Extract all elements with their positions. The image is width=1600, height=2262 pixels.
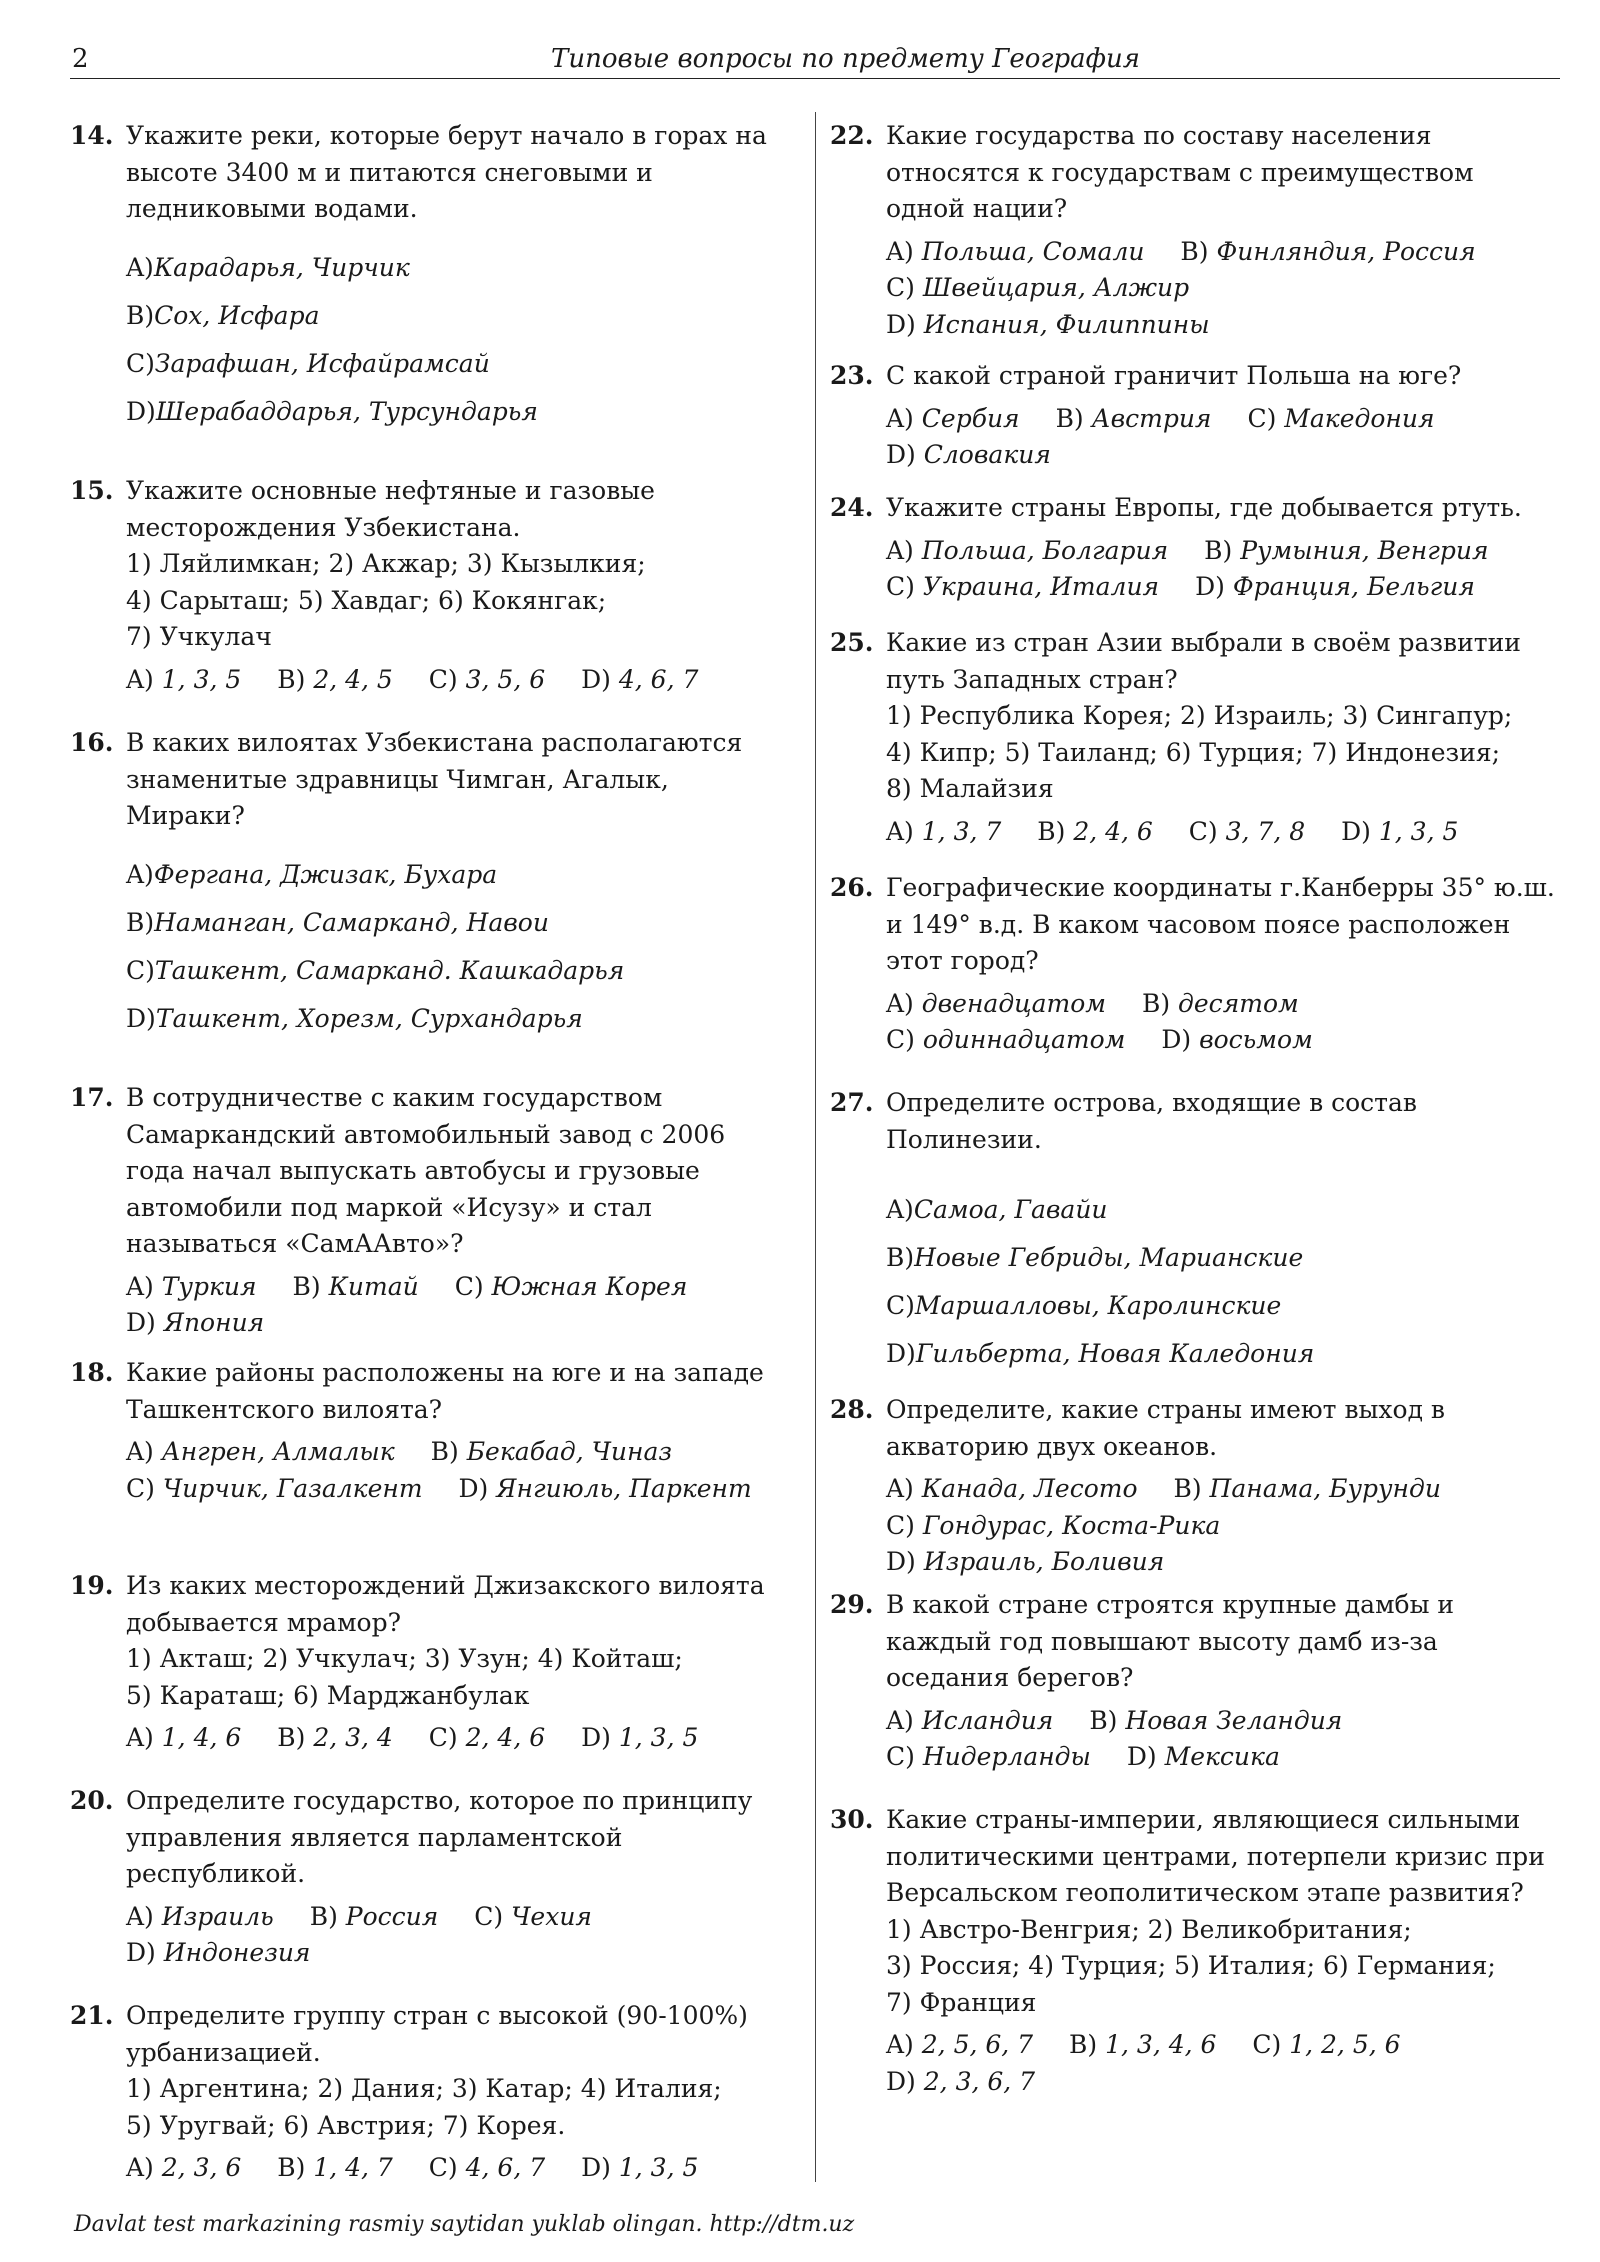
option-c[interactable]: C) Украина, Италия bbox=[886, 572, 1160, 601]
option-a[interactable]: A) Израиль bbox=[126, 1901, 274, 1931]
option-b[interactable]: B) 1, 4, 7 bbox=[277, 2153, 393, 2182]
question-text: Определите острова, входящие в состав Полинезии. bbox=[886, 1088, 1417, 1154]
option-c[interactable]: C) Гондурас, Коста-Рика bbox=[886, 1510, 1221, 1540]
answer-options bbox=[126, 662, 790, 699]
option-a[interactable]: A) Ангрен, Алмалык bbox=[126, 1437, 395, 1466]
question-text: Какие из стран Азии выбрали в своём развитии путь Западных стран? 1) Республика Корея; 2) Израиль; 3) Сингапур; 4) Кипр; 5) Таиланд; 6) Турция; 7) Индонезия; 8) Малайзия bbox=[886, 628, 1521, 803]
option-c[interactable]: C) 4, 6, 7 bbox=[428, 2153, 546, 2182]
option-b[interactable]: B)Наманган, Самарканд, Навои bbox=[126, 907, 549, 937]
option-d[interactable]: D) Индонезия bbox=[126, 1938, 311, 1967]
answer-options bbox=[886, 234, 1560, 344]
question-28 bbox=[830, 1392, 1560, 1587]
option-b[interactable]: B) Румыния, Венгрия bbox=[1204, 535, 1489, 565]
question-23 bbox=[830, 358, 1560, 490]
question-number: 22. bbox=[830, 121, 874, 150]
option-c[interactable]: C) Швейцария, Алжир bbox=[886, 273, 1190, 302]
question-25 bbox=[830, 625, 1560, 870]
answer-options bbox=[886, 1471, 1560, 1581]
question-30 bbox=[830, 1802, 1560, 2100]
question-text: Укажите страны Европы, где добывается ртуть. bbox=[886, 493, 1522, 522]
option-c[interactable]: C) Южная Корея bbox=[454, 1271, 688, 1301]
answer-options bbox=[886, 533, 1560, 606]
option-c[interactable]: C)Зарафшан, Исфайрамсай bbox=[126, 348, 490, 378]
option-d[interactable]: D) Япония bbox=[126, 1308, 265, 1337]
right-column bbox=[830, 118, 1560, 2100]
answer-options bbox=[126, 250, 790, 430]
question-number: 18. bbox=[70, 1358, 114, 1387]
answer-options bbox=[126, 1720, 790, 1757]
page-header bbox=[70, 42, 1560, 79]
option-c[interactable]: C) 1, 2, 5, 6 bbox=[1252, 2030, 1401, 2059]
answer-options bbox=[886, 986, 1560, 1059]
question-text: С какой страной граничит Польша на юге? bbox=[886, 361, 1462, 390]
question-text: Укажите реки, которые берут начало в горах на высоте 3400 м и питаются снеговыми и ледниковыми водами. bbox=[126, 121, 767, 223]
option-d[interactable]: D) Израиль, Боливия bbox=[886, 1547, 1165, 1576]
running-title: Типовые вопросы по предмету География bbox=[551, 44, 1140, 74]
option-d[interactable]: D) Словакия bbox=[886, 440, 1051, 469]
option-b[interactable]: B) Панама, Бурунди bbox=[1173, 1474, 1441, 1503]
question-22 bbox=[830, 118, 1560, 358]
option-c[interactable]: C) Нидерланды bbox=[886, 1742, 1091, 1771]
option-a[interactable]: A) 1, 3, 7 bbox=[886, 816, 1002, 846]
option-d[interactable]: D) 1, 3, 5 bbox=[581, 1723, 699, 1752]
option-b[interactable]: B) 2, 4, 5 bbox=[277, 664, 393, 694]
option-a[interactable]: A)Фергана, Джизак, Бухара bbox=[126, 859, 498, 889]
question-text: В сотрудничестве с каким государством Самаркандский автомобильный завод с 2006 года начал выпускать автобусы и грузовые автомобили под маркой «Исузу» и стал называться «СамААвто»? bbox=[126, 1083, 726, 1258]
answer-options bbox=[126, 1899, 790, 1972]
question-18 bbox=[70, 1355, 790, 1568]
option-a[interactable]: A) Сербия bbox=[886, 403, 1020, 433]
question-number: 27. bbox=[830, 1088, 874, 1117]
question-text: Из каких месторождений Джизакского вилоята добывается мрамор? 1) Акташ; 2) Учкулач; 3) Узун; 4) Койташ; 5) Караташ; 6) Марджанбулак bbox=[126, 1571, 765, 1710]
option-a[interactable]: A)Карадарья, Чирчик bbox=[126, 252, 410, 282]
option-b[interactable]: B)Сох, Исфара bbox=[126, 300, 320, 330]
question-text: Определите группу стран с высокой (90-100%) урбанизацией. 1) Аргентина; 2) Дания; 3) Катар; 4) Италия; 5) Уругвай; 6) Австрия; 7) Корея. bbox=[126, 2001, 748, 2140]
option-d[interactable]: D)Ташкент, Хорезм, Сурхандарья bbox=[126, 1003, 583, 1033]
option-a[interactable]: A) Исландия bbox=[886, 1705, 1054, 1735]
option-a[interactable]: A) двенадцатом bbox=[886, 988, 1107, 1018]
option-c[interactable]: C) Чехия bbox=[474, 1901, 592, 1931]
option-c[interactable]: C) одиннадцатом bbox=[886, 1025, 1126, 1054]
option-c[interactable]: C) 2, 4, 6 bbox=[428, 1723, 546, 1752]
option-a[interactable]: A) 1, 3, 5 bbox=[126, 664, 242, 694]
option-c[interactable]: C) 3, 5, 6 bbox=[428, 664, 546, 694]
option-c[interactable]: C) 3, 7, 8 bbox=[1188, 816, 1306, 846]
question-17 bbox=[70, 1080, 790, 1355]
answer-options bbox=[126, 2150, 790, 2187]
answer-options bbox=[126, 1269, 790, 1342]
column-divider bbox=[815, 112, 816, 2182]
option-d[interactable]: D) Испания, Филиппины bbox=[886, 309, 1210, 339]
option-d[interactable]: D)Гильберта, Новая Каледония bbox=[886, 1339, 1315, 1368]
option-b[interactable]: B) Финляндия, Россия bbox=[1180, 236, 1476, 266]
answer-options bbox=[886, 1192, 1560, 1372]
option-b[interactable]: B) Россия bbox=[309, 1901, 439, 1931]
option-b[interactable]: B) 1, 3, 4, 6 bbox=[1069, 2030, 1217, 2059]
page-number: 2 bbox=[72, 44, 89, 74]
answer-options bbox=[886, 1703, 1560, 1776]
left-column bbox=[70, 118, 790, 2187]
option-b[interactable]: B) Китай bbox=[292, 1271, 419, 1301]
question-24 bbox=[830, 490, 1560, 625]
option-b[interactable]: B) Новая Зеландия bbox=[1089, 1705, 1343, 1735]
question-number: 16. bbox=[70, 728, 114, 757]
option-a[interactable]: A) 1, 4, 6 bbox=[126, 1723, 242, 1752]
option-b[interactable]: B) 2, 4, 6 bbox=[1037, 816, 1153, 846]
question-26 bbox=[830, 870, 1560, 1085]
option-d[interactable]: D) восьмом bbox=[1161, 1025, 1313, 1054]
question-20 bbox=[70, 1783, 790, 1998]
question-number: 23. bbox=[830, 361, 874, 390]
option-c[interactable]: C)Маршалловы, Каролинские bbox=[886, 1291, 1282, 1320]
option-a[interactable]: A) 2, 3, 6 bbox=[126, 2153, 242, 2182]
option-d[interactable]: D) 1, 3, 5 bbox=[581, 2153, 699, 2182]
question-number: 14. bbox=[70, 121, 114, 150]
answer-options bbox=[886, 2027, 1560, 2100]
question-29 bbox=[830, 1587, 1560, 1802]
option-a[interactable]: A) Польша, Сомали bbox=[886, 236, 1145, 266]
option-d[interactable]: D) 1, 3, 5 bbox=[1341, 816, 1459, 846]
option-d[interactable]: D) Янгиюль, Паркент bbox=[458, 1473, 752, 1503]
option-a[interactable]: A) Польша, Болгария bbox=[886, 535, 1169, 565]
question-text: Укажите основные нефтяные и газовые месторождения Узбекистана. 1) Ляйлимкан; 2) Акжар; 3) Кызылкия; 4) Сарыташ; 5) Хавдаг; 6) Кокянгак; 7) Учкулач bbox=[126, 476, 655, 651]
question-15 bbox=[70, 473, 790, 725]
option-a[interactable]: A) Канада, Лесото bbox=[886, 1474, 1138, 1503]
question-number: 19. bbox=[70, 1571, 114, 1600]
question-number: 30. bbox=[830, 1805, 874, 1834]
question-21 bbox=[70, 1998, 790, 2187]
question-number: 17. bbox=[70, 1083, 114, 1112]
answer-options bbox=[886, 814, 1560, 851]
question-16 bbox=[70, 725, 790, 1080]
question-number: 26. bbox=[830, 873, 874, 902]
option-b[interactable]: B) Бекабад, Чиназ bbox=[430, 1437, 673, 1466]
question-number: 25. bbox=[830, 628, 874, 657]
option-b[interactable]: B) десятом bbox=[1141, 988, 1299, 1018]
option-d[interactable]: D) Франция, Бельгия bbox=[1195, 572, 1475, 601]
question-text: В каких вилоятах Узбекистана располагаются знаменитые здравницы Чимган, Агалык, Мираки? bbox=[126, 728, 743, 830]
question-text: Какие районы расположены на юге и на западе Ташкентского вилоята? bbox=[126, 1358, 764, 1424]
option-a[interactable]: A) Туркия bbox=[126, 1271, 257, 1301]
option-c[interactable]: C)Ташкент, Самарканд. Кашкадарья bbox=[126, 955, 625, 985]
answer-options bbox=[126, 1434, 790, 1507]
question-27 bbox=[830, 1085, 1560, 1392]
question-text: Какие страны-империи, являющиеся сильными политическими центрами, потерпели кризис при Версальском геополитическом этапе развития? 1) Австро-Венгрия; 2) Великобритания; 3) Россия; 4) Турция; 5) Италия; 6) Германия; 7) Франция bbox=[886, 1805, 1545, 2017]
option-d[interactable]: D)Шерабаддарья, Турсундарья bbox=[126, 396, 538, 426]
page-footer: Davlat test markazining rasmiy saytidan yuklab olingan. http://dtm.uz bbox=[74, 2212, 855, 2237]
question-number: 20. bbox=[70, 1786, 114, 1815]
question-number: 29. bbox=[830, 1590, 874, 1619]
question-19 bbox=[70, 1568, 790, 1783]
question-text: Географические координаты г.Канберры 35° ю.ш. и 149° в.д. В каком часовом поясе расположен этот город? bbox=[886, 873, 1555, 975]
option-b[interactable]: B)Новые Гебриды, Марианские bbox=[886, 1243, 1304, 1272]
option-c[interactable]: C) Чирчик, Газалкент bbox=[126, 1473, 423, 1503]
option-b[interactable]: B) 2, 3, 4 bbox=[277, 1723, 393, 1752]
question-number: 15. bbox=[70, 476, 114, 505]
question-text: Определите, какие страны имеют выход в акваторию двух океанов. bbox=[886, 1395, 1445, 1461]
question-text: В какой стране строятся крупные дамбы и каждый год повышают высоту дамб из-за оседания берегов? bbox=[886, 1590, 1455, 1692]
option-c[interactable]: C) Македония bbox=[1247, 403, 1435, 433]
answer-options bbox=[126, 857, 790, 1037]
question-text: Какие государства по составу населения относятся к государствам с преимуществом одной нации? bbox=[886, 121, 1474, 223]
answer-options bbox=[886, 401, 1560, 474]
option-b[interactable]: B) Австрия bbox=[1055, 403, 1212, 433]
question-14 bbox=[70, 118, 790, 473]
option-d[interactable]: D) Мексика bbox=[1126, 1742, 1280, 1771]
option-a[interactable]: A) 2, 5, 6, 7 bbox=[886, 2030, 1034, 2059]
option-d[interactable]: D) 4, 6, 7 bbox=[581, 664, 699, 694]
question-number: 21. bbox=[70, 2001, 114, 2030]
option-a[interactable]: A)Самоа, Гавайи bbox=[886, 1195, 1108, 1224]
question-text: Определите государство, которое по принципу управления является парламентской республикой. bbox=[126, 1786, 753, 1888]
option-d[interactable]: D) 2, 3, 6, 7 bbox=[886, 2066, 1036, 2096]
question-number: 28. bbox=[830, 1395, 874, 1424]
question-number: 24. bbox=[830, 493, 874, 522]
